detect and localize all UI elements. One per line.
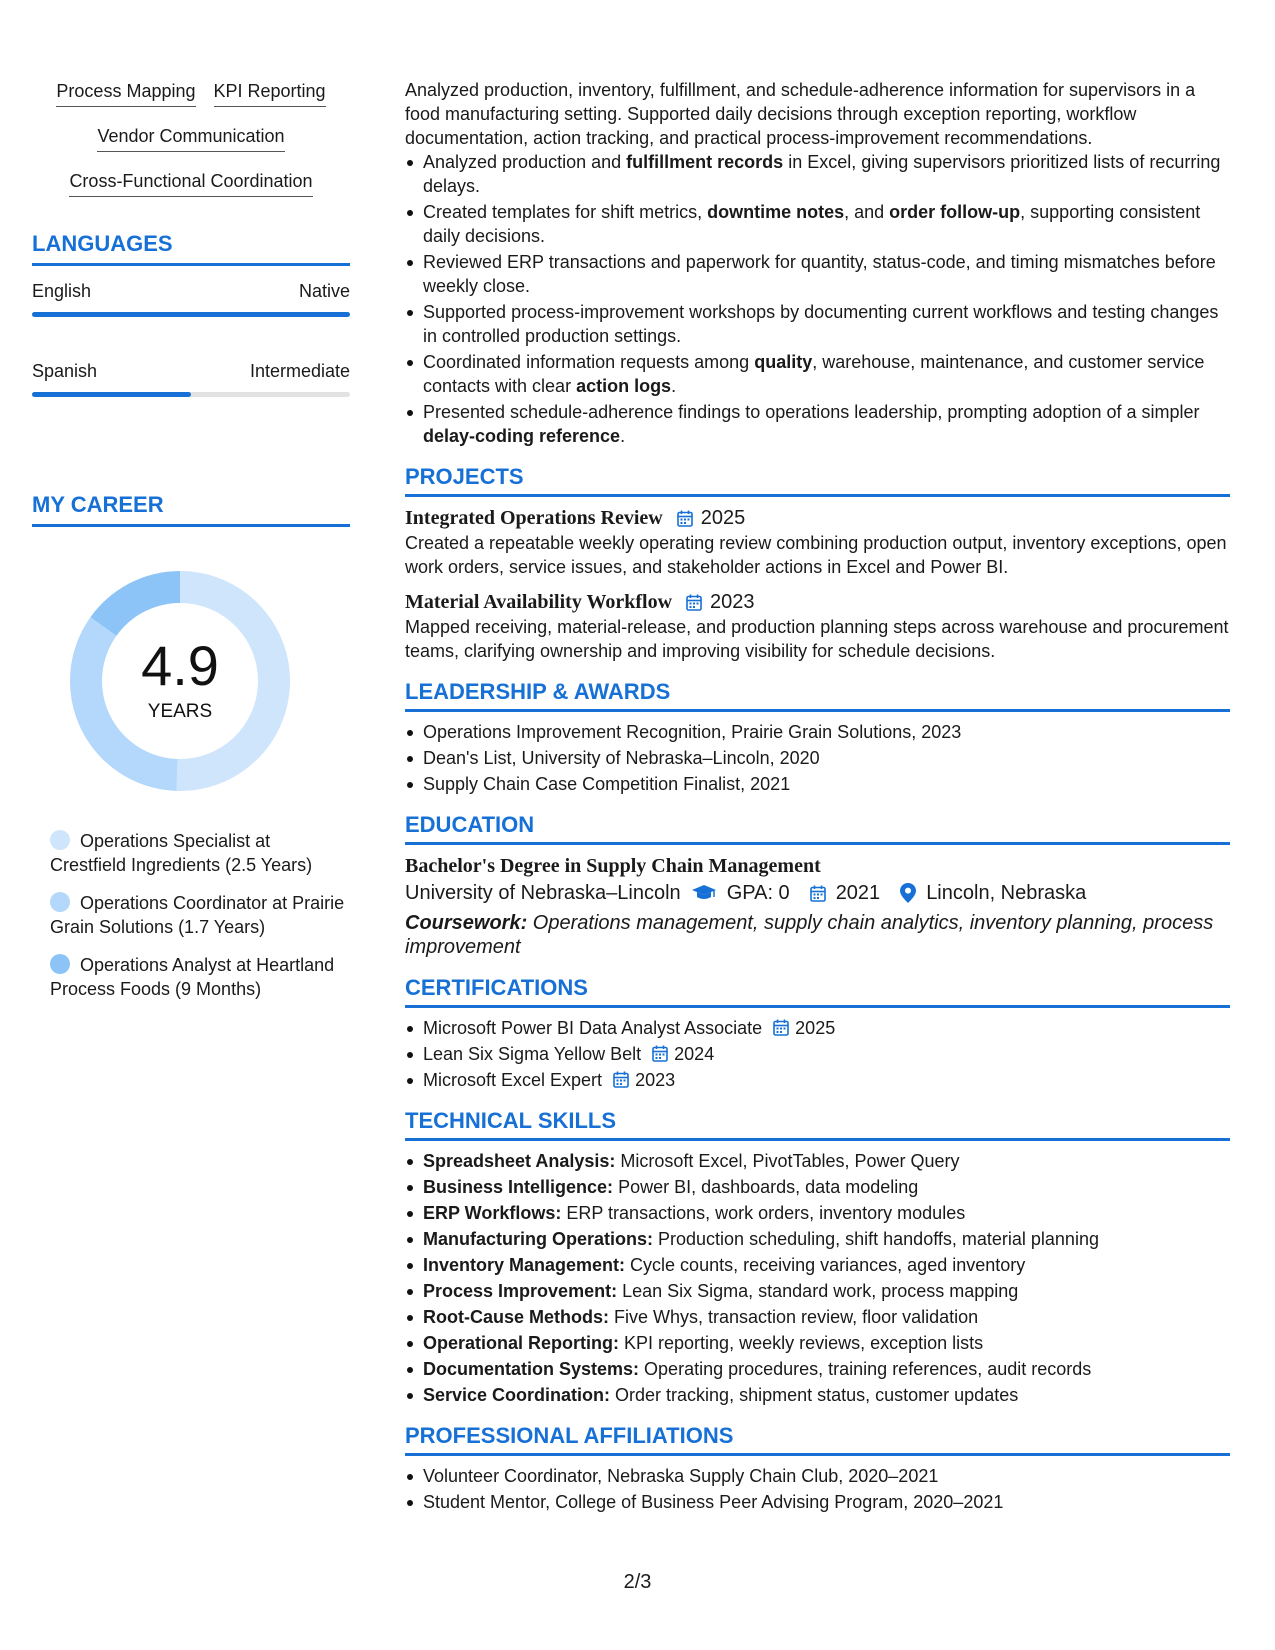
skill-label: Process Improvement: bbox=[423, 1281, 618, 1301]
calendar-icon bbox=[810, 885, 826, 902]
page-number: 2/3 bbox=[623, 1571, 652, 1593]
language-item bbox=[32, 266, 350, 336]
skill-tags bbox=[32, 80, 350, 197]
language-name: English bbox=[32, 281, 92, 301]
calendar-icon bbox=[613, 1071, 629, 1088]
school-name: University of Nebraska–Lincoln bbox=[405, 882, 681, 904]
skill-label: Manufacturing Operations: bbox=[423, 1229, 654, 1249]
text: Presented schedule-adherence findings to operations leadership, prompting adoption of a simpler bbox=[423, 402, 1200, 422]
list-item: Operations Improvement Recognition, Prairie Grain Solutions, 2023 bbox=[405, 720, 1230, 744]
career-legend-item bbox=[50, 891, 350, 939]
calendar-icon bbox=[677, 510, 693, 527]
skill-label: Root-Cause Methods: bbox=[423, 1307, 609, 1327]
graduation-cap-icon bbox=[691, 884, 717, 902]
list-item: Reviewed ERP transactions and paperwork for quantity, status-code, and timing mismatches before weekly close. bbox=[405, 250, 1230, 298]
languages-heading: LANGUAGES bbox=[32, 231, 350, 266]
list-item bbox=[405, 200, 1230, 248]
skill-value: Microsoft Excel, PivotTables, Power Query bbox=[615, 1151, 960, 1171]
project-title: Integrated Operations Review bbox=[405, 507, 663, 529]
list-item bbox=[405, 1201, 1230, 1225]
affiliations-heading: PROFESSIONAL AFFILIATIONS bbox=[405, 1423, 1230, 1456]
location: Lincoln, Nebraska bbox=[926, 882, 1087, 904]
project-title: Material Availability Workflow bbox=[405, 591, 673, 613]
skill-label: Operational Reporting: bbox=[423, 1333, 620, 1353]
map-pin-icon bbox=[900, 883, 916, 903]
list-item bbox=[405, 1279, 1230, 1303]
career-legend bbox=[32, 829, 350, 1001]
list-item bbox=[405, 350, 1230, 398]
languages-section bbox=[32, 231, 350, 406]
project-description: Created a repeatable weekly operating review combining production output, inventory exceptions, open work orders, service issues, and stakeholder actions in Excel and Power BI. bbox=[405, 533, 1227, 577]
calendar-icon bbox=[686, 594, 702, 611]
list-item: Supported process-improvement workshops by documenting current workflows and testing changes in controlled production settings. bbox=[405, 300, 1230, 348]
language-level: Native bbox=[298, 281, 350, 301]
right-column bbox=[405, 78, 1230, 1516]
bold-text: downtime notes bbox=[707, 202, 845, 222]
skill-value: Lean Six Sigma, standard work, process mapping bbox=[617, 1281, 1019, 1301]
list-item: Student Mentor, College of Business Peer Advising Program, 2020–2021 bbox=[405, 1490, 1230, 1514]
list-item bbox=[405, 1331, 1230, 1355]
technical-skills-list bbox=[405, 1149, 1230, 1407]
skill-label: Spreadsheet Analysis: bbox=[423, 1151, 616, 1171]
text: in Excel, giving supervisors prioritized lists of recurring delays. bbox=[423, 152, 1221, 196]
skill-label: ERP Workflows: bbox=[423, 1203, 562, 1223]
text: Analyzed production and bbox=[423, 152, 627, 172]
career-legend-item bbox=[50, 953, 350, 1001]
list-item bbox=[405, 400, 1230, 448]
cert-name: Lean Six Sigma Yellow Belt bbox=[423, 1044, 642, 1064]
skill-label: Service Coordination: bbox=[423, 1385, 611, 1405]
coursework-label: Coursework: bbox=[405, 912, 528, 934]
text: , warehouse, maintenance, and customer service contacts with clear bbox=[423, 352, 1205, 396]
calendar-icon bbox=[652, 1045, 668, 1062]
text: , supporting consistent daily decisions. bbox=[423, 202, 1201, 246]
list-item bbox=[405, 1068, 1230, 1092]
career-legend-text: Operations Coordinator at Prairie Grain Solutions (1.7 Years) bbox=[50, 893, 345, 937]
list-item bbox=[405, 1149, 1230, 1173]
left-column bbox=[32, 80, 350, 1015]
projects-heading: PROJECTS bbox=[405, 464, 1230, 497]
legend-dot bbox=[50, 892, 70, 912]
cert-year: 2025 bbox=[795, 1018, 836, 1038]
text: . bbox=[671, 376, 677, 396]
career-legend-text: Operations Specialist at Crestfield Ingredients (2.5 Years) bbox=[50, 831, 313, 875]
project-description: Mapped receiving, material-release, and production planning steps across warehouse and procurement teams, clarifying ownership and improving visibility for schedule decisions. bbox=[405, 617, 1229, 661]
language-bar-fill bbox=[32, 392, 191, 397]
skill-value: KPI reporting, weekly reviews, exception lists bbox=[619, 1333, 984, 1353]
language-bar bbox=[32, 392, 350, 397]
technical-skills-heading: TECHNICAL SKILLS bbox=[405, 1108, 1230, 1141]
list-item bbox=[405, 1357, 1230, 1381]
career-section bbox=[32, 492, 350, 1001]
list-item bbox=[405, 150, 1230, 198]
skill-value: ERP transactions, work orders, inventory modules bbox=[561, 1203, 966, 1223]
text: , and bbox=[844, 202, 890, 222]
certifications-heading: CERTIFICATIONS bbox=[405, 975, 1230, 1008]
leadership-list bbox=[405, 720, 1230, 796]
language-bar-fill bbox=[32, 312, 350, 317]
text: . bbox=[620, 426, 626, 446]
project-year: 2025 bbox=[700, 507, 746, 529]
skill-tag: Vendor Communication bbox=[97, 125, 284, 152]
bold-text: action logs bbox=[576, 376, 672, 396]
skill-value: Cycle counts, receiving variances, aged inventory bbox=[625, 1255, 1026, 1275]
graduation-year: 2021 bbox=[835, 882, 881, 904]
list-item bbox=[405, 1042, 1230, 1066]
experience-summary: Analyzed production, inventory, fulfillment, and schedule-adherence information for supervisors in a food manufacturing setting. Supported daily decisions through exception reporting, workflow documentation, action tracking, and practical process-improvement recommendations. bbox=[405, 80, 1196, 148]
skill-label: Inventory Management: bbox=[423, 1255, 626, 1275]
language-bar bbox=[32, 312, 350, 317]
experience-bullets bbox=[405, 150, 1230, 448]
cert-year: 2024 bbox=[674, 1044, 715, 1064]
coursework bbox=[405, 911, 1230, 959]
legend-dot bbox=[50, 954, 70, 974]
list-item: Volunteer Coordinator, Nebraska Supply Chain Club, 2020–2021 bbox=[405, 1464, 1230, 1488]
project-year: 2023 bbox=[710, 591, 755, 613]
skill-value: Operating procedures, training references, audit records bbox=[639, 1359, 1092, 1379]
career-legend-text: Operations Analyst at Heartland Process Foods (9 Months) bbox=[50, 955, 335, 999]
gpa: GPA: 0 bbox=[726, 882, 790, 904]
project-item bbox=[405, 589, 1230, 663]
list-item bbox=[405, 1016, 1230, 1040]
affiliations-list bbox=[405, 1464, 1230, 1514]
list-item bbox=[405, 1175, 1230, 1199]
total-years: 4.9 bbox=[141, 634, 219, 697]
skill-label: Business Intelligence: bbox=[423, 1177, 614, 1197]
certifications-list bbox=[405, 1016, 1230, 1092]
career-heading: MY CAREER bbox=[32, 492, 350, 527]
skill-value: Production scheduling, shift handoffs, material planning bbox=[653, 1229, 1099, 1249]
calendar-icon bbox=[773, 1019, 789, 1036]
skill-tag: Process Mapping bbox=[56, 80, 195, 107]
language-level: Intermediate bbox=[249, 361, 350, 381]
bold-text: fulfillment records bbox=[626, 152, 784, 172]
leadership-heading: LEADERSHIP & AWARDS bbox=[405, 679, 1230, 712]
skill-tag: KPI Reporting bbox=[214, 80, 326, 107]
degree: Bachelor's Degree in Supply Chain Management bbox=[405, 855, 821, 877]
bold-text: delay-coding reference bbox=[423, 426, 621, 446]
text: Created templates for shift metrics, bbox=[423, 202, 708, 222]
list-item bbox=[405, 1383, 1230, 1407]
list-item bbox=[405, 1227, 1230, 1251]
education-meta bbox=[405, 879, 1230, 907]
skill-label: Documentation Systems: bbox=[423, 1359, 640, 1379]
education-heading: EDUCATION bbox=[405, 812, 1230, 845]
career-legend-item bbox=[50, 829, 350, 877]
coursework-text: Operations management, supply chain analytics, inventory planning, process improvement bbox=[405, 912, 1214, 958]
bold-text: quality bbox=[754, 352, 813, 372]
language-item bbox=[32, 336, 350, 406]
cert-name: Microsoft Power BI Data Analyst Associate bbox=[423, 1018, 763, 1038]
project-item bbox=[405, 505, 1230, 579]
cert-year: 2023 bbox=[635, 1070, 676, 1090]
cert-name: Microsoft Excel Expert bbox=[423, 1070, 603, 1090]
donut-center bbox=[66, 567, 294, 795]
skill-value: Five Whys, transaction review, floor validation bbox=[609, 1307, 979, 1327]
list-item bbox=[405, 1253, 1230, 1277]
years-label: YEARS bbox=[147, 701, 213, 722]
skill-value: Power BI, dashboards, data modeling bbox=[613, 1177, 919, 1197]
skill-value: Order tracking, shipment status, customer updates bbox=[610, 1385, 1019, 1405]
list-item bbox=[405, 1305, 1230, 1329]
text: Coordinated information requests among bbox=[423, 352, 755, 372]
skill-tag: Cross-Functional Coordination bbox=[69, 170, 312, 197]
legend-dot bbox=[50, 830, 70, 850]
career-donut-chart bbox=[66, 567, 294, 795]
bold-text: order follow-up bbox=[889, 202, 1021, 222]
list-item: Supply Chain Case Competition Finalist, 2021 bbox=[405, 772, 1230, 796]
language-name: Spanish bbox=[32, 361, 98, 381]
list-item: Dean's List, University of Nebraska–Lincoln, 2020 bbox=[405, 746, 1230, 770]
